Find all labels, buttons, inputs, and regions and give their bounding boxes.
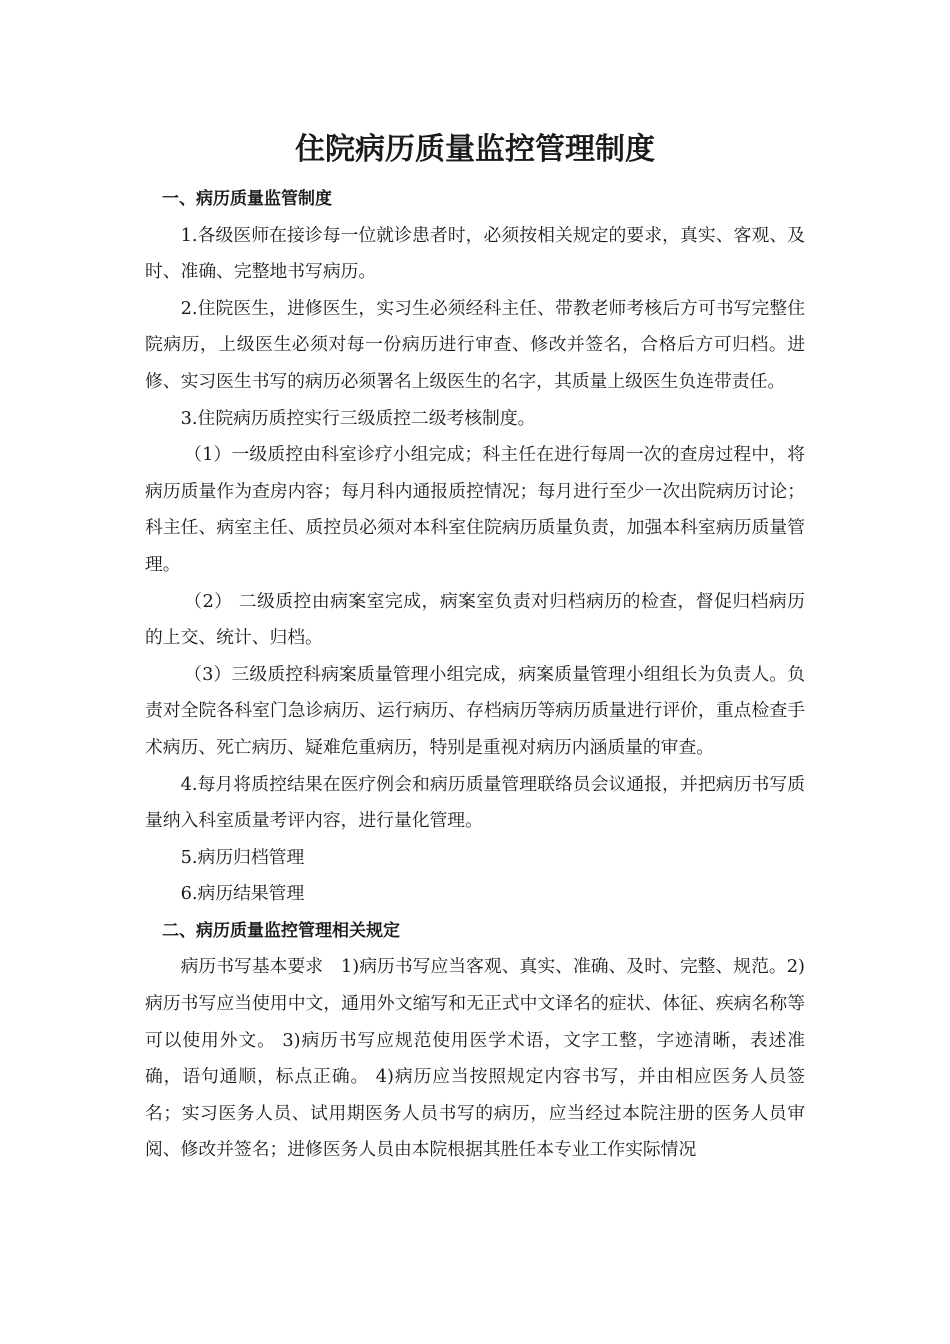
section1-heading: 一、病历质量监管制度 bbox=[162, 189, 332, 209]
paragraph-2: 2.住院医生，进修医生，实习生必须经科主任、带教老师考核后方可书写完整住院病历，上级医生必须对每一份病历进行审查、修改并签名，合格后方可归档。进修、实习医生书写的病历必须署名上级医生的名字，其质量上级医生负连带责任。 bbox=[145, 297, 805, 392]
paragraph-4: 4.每月将质控结果在医疗例会和病历质量管理联络员会议通报，并把病历书写质量纳入科室质量考评内容，进行量化管理。 bbox=[145, 773, 805, 832]
paragraph-3: 3.住院病历质控实行三级质控二级考核制度。 bbox=[180, 407, 536, 429]
paragraph-3-3: （3）三级质控科病案质量管理小组完成，病案质量管理小组组长为负责人。负责对全院各科室门急诊病历、运行病历、存档病历等病历质量进行评价，重点检查手术病历、死亡病历、疑难危重病历，特别是重视对病历内涵质量的审查。 bbox=[145, 663, 805, 758]
paragraph-3-2: （2） 二级质控由病案室完成，病案室负责对归档病历的检查，督促归档病历的上交、统计、归档。 bbox=[145, 590, 805, 649]
document-title: 住院病历质量监控管理制度 bbox=[295, 132, 655, 167]
paragraph-3-1: （1）一级质控由科室诊疗小组完成；科主任在进行每周一次的查房过程中，将病历质量作为查房内容；每月科内通报质控情况；每月进行至少一次出院病历讨论；科主任、病室主任、质控员必须对本科室住院病历质量负责，加强本科室病历质量管理。 bbox=[145, 444, 805, 575]
paragraph-6: 6.病历结果管理 bbox=[180, 883, 305, 905]
document-body bbox=[145, 181, 805, 1169]
paragraph-1: 1.各级医师在接诊每一位就诊患者时，必须按相关规定的要求，真实、客观、及时、准确、完整地书写病历。 bbox=[145, 224, 805, 283]
section2-heading: 二、病历质量监控管理相关规定 bbox=[162, 920, 400, 941]
section2-paragraph-1: 病历书写基本要求 1)病历书写应当客观、真实、准确、及时、完整、规范。2)病历书写应当使用中文，通用外文缩写和无正式中文译名的症状、体征、疾病名称等可以使用外文。 3)病历书写应规范使用医学术语，文字工整，字迹清晰，表述准确，语句通顺，标点正确。 4)病历应当按照规定内容书写，并由相应医务人员签名；实习医务人员、试用期医务人员书写的病历，应当经过本院注册的医务人员审阅、修改并签名；进修医务人员由本院根据其胜任本专业工作实际情况 bbox=[145, 956, 805, 1161]
paragraph-5: 5.病历归档管理 bbox=[180, 846, 305, 868]
